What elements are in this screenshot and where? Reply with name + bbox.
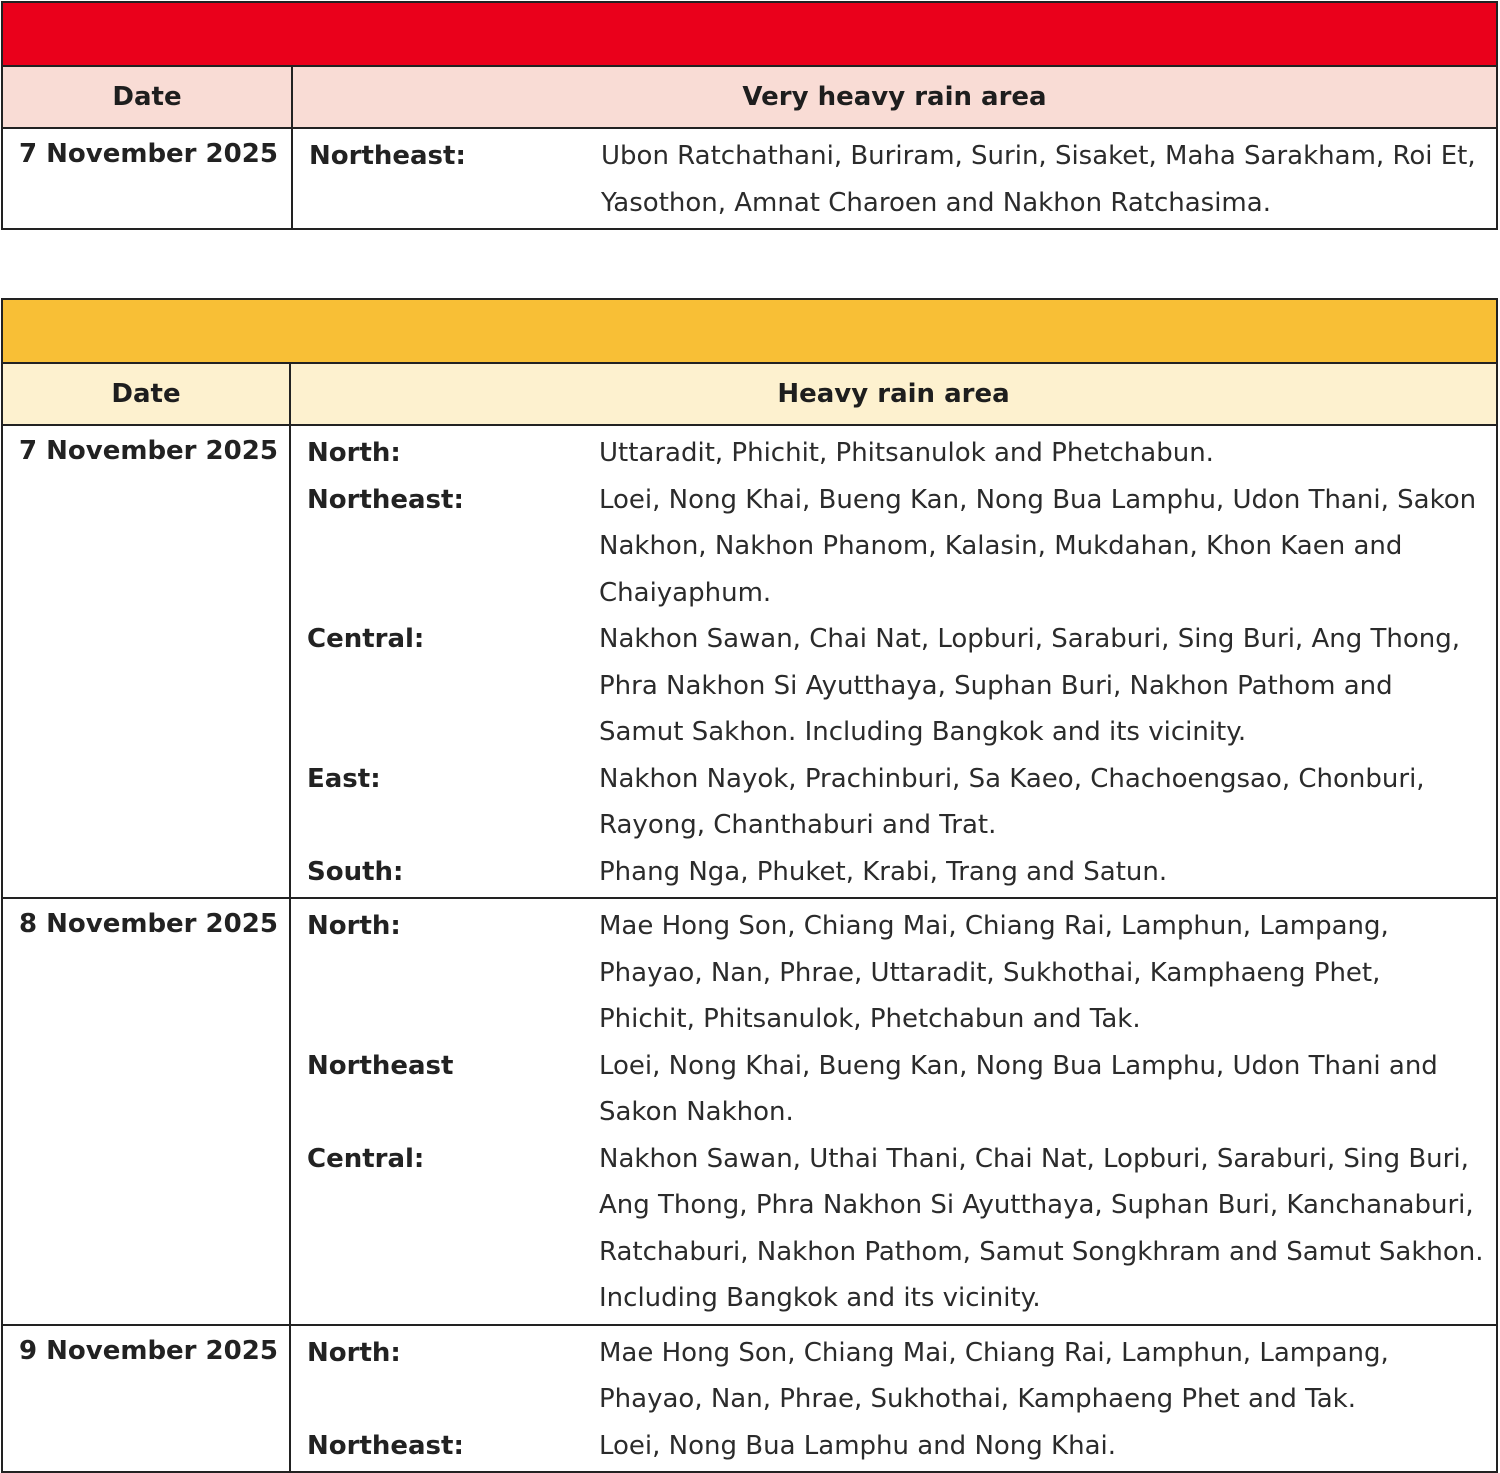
- red-warning-bar: [2, 2, 1497, 66]
- date-cell: 8 November 2025: [2, 898, 290, 1325]
- region-line: [307, 430, 1484, 477]
- region-label: North:: [307, 911, 401, 941]
- table-row: [2, 898, 1497, 1325]
- region-label: Northeast:: [307, 484, 464, 515]
- very-heavy-rain-table: [1, 1, 1498, 230]
- region-label: Central:: [307, 624, 425, 654]
- region-line: [307, 1330, 1484, 1423]
- area-cell: [290, 898, 1497, 1325]
- region-label: North:: [307, 438, 401, 468]
- table-header-row: [2, 66, 1497, 128]
- yellow-warning-bar: [2, 299, 1497, 363]
- table-row: [2, 128, 1497, 229]
- region-line: [307, 756, 1484, 849]
- date-cell: 9 November 2025: [2, 1325, 290, 1473]
- region-label: Central:: [307, 1143, 425, 1174]
- date-cell: 7 November 2025: [2, 425, 290, 898]
- area-cell: [292, 128, 1497, 229]
- province-list: Loei, Nong Khai, Bueng Kan, Nong Bua Lamphu, Udon Thani and Sakon Nakhon.: [599, 1050, 1438, 1127]
- region-line: [309, 133, 1484, 226]
- area-column-header: Heavy rain area: [290, 363, 1497, 425]
- region-line: [307, 616, 1484, 756]
- table-row: [2, 1325, 1497, 1473]
- region-line: [307, 477, 1484, 617]
- region-line: [307, 903, 1484, 1043]
- region-line: [307, 1136, 1484, 1322]
- region-label: Northeast: [307, 1050, 454, 1081]
- province-list: Mae Hong Son, Chiang Mai, Chiang Rai, Lamphun, Lampang, Phayao, Nan, Phrae, Uttaradit, Sukhothai, Kamphaeng Phet, Phichit, Phitsanulok, Phetchabun and Tak.: [599, 911, 1389, 1034]
- region-label: Northeast:: [309, 141, 466, 171]
- area-cell: [290, 425, 1497, 898]
- province-list: Loei, Nong Khai, Bueng Kan, Nong Bua Lamphu, Udon Thani, Sakon Nakhon, Nakhon Phanom, Kalasin, Mukdahan, Khon Kaen and Chaiyaphum.: [599, 484, 1477, 608]
- region-line: [307, 1423, 1484, 1470]
- region-label: East:: [307, 763, 381, 794]
- region-line: [307, 849, 1484, 896]
- province-list: Mae Hong Son, Chiang Mai, Chiang Rai, Lamphun, Lampang, Phayao, Nan, Phrae, Sukhothai, Kamphaeng Phet and Tak.: [599, 1337, 1389, 1414]
- region-label: Northeast:: [307, 1430, 464, 1461]
- province-list: Nakhon Sawan, Uthai Thani, Chai Nat, Lopburi, Saraburi, Sing Buri, Ang Thong, Phra Nakhon Si Ayutthaya, Suphan Buri, Kanchanaburi, Ratchaburi, Nakhon Pathom, Samut Songkhram and Samut Sakhon. Including Bangkok and its vicinity.: [599, 1143, 1484, 1313]
- table-header-row: [2, 363, 1497, 425]
- date-column-header: Date: [2, 66, 292, 128]
- province-list: Nakhon Nayok, Prachinburi, Sa Kaeo, Chachoengsao, Chonburi, Rayong, Chanthaburi and Trat.: [599, 763, 1425, 840]
- region-line: [307, 1043, 1484, 1136]
- region-label: South:: [307, 856, 404, 887]
- province-list: Nakhon Sawan, Chai Nat, Lopburi, Saraburi, Sing Buri, Ang Thong, Phra Nakhon Si Ayutthaya, Suphan Buri, Nakhon Pathom and Samut Sakhon. Including Bangkok and its vicinity.: [599, 624, 1460, 747]
- province-list: Phang Nga, Phuket, Krabi, Trang and Satun.: [599, 856, 1168, 887]
- date-column-header: Date: [2, 363, 290, 425]
- heavy-rain-table: [1, 298, 1498, 1473]
- area-cell: [290, 1325, 1497, 1473]
- area-column-header: Very heavy rain area: [292, 66, 1497, 128]
- table-row: [2, 425, 1497, 898]
- province-list: Loei, Nong Bua Lamphu and Nong Khai.: [599, 1430, 1117, 1461]
- region-label: North:: [307, 1337, 401, 1368]
- province-list: Uttaradit, Phichit, Phitsanulok and Phetchabun.: [599, 438, 1214, 468]
- province-list: Ubon Ratchathani, Buriram, Surin, Sisaket, Maha Sarakham, Roi Et, Yasothon, Amnat Charoen and Nakhon Ratchasima.: [601, 141, 1476, 218]
- date-cell: 7 November 2025: [2, 128, 292, 229]
